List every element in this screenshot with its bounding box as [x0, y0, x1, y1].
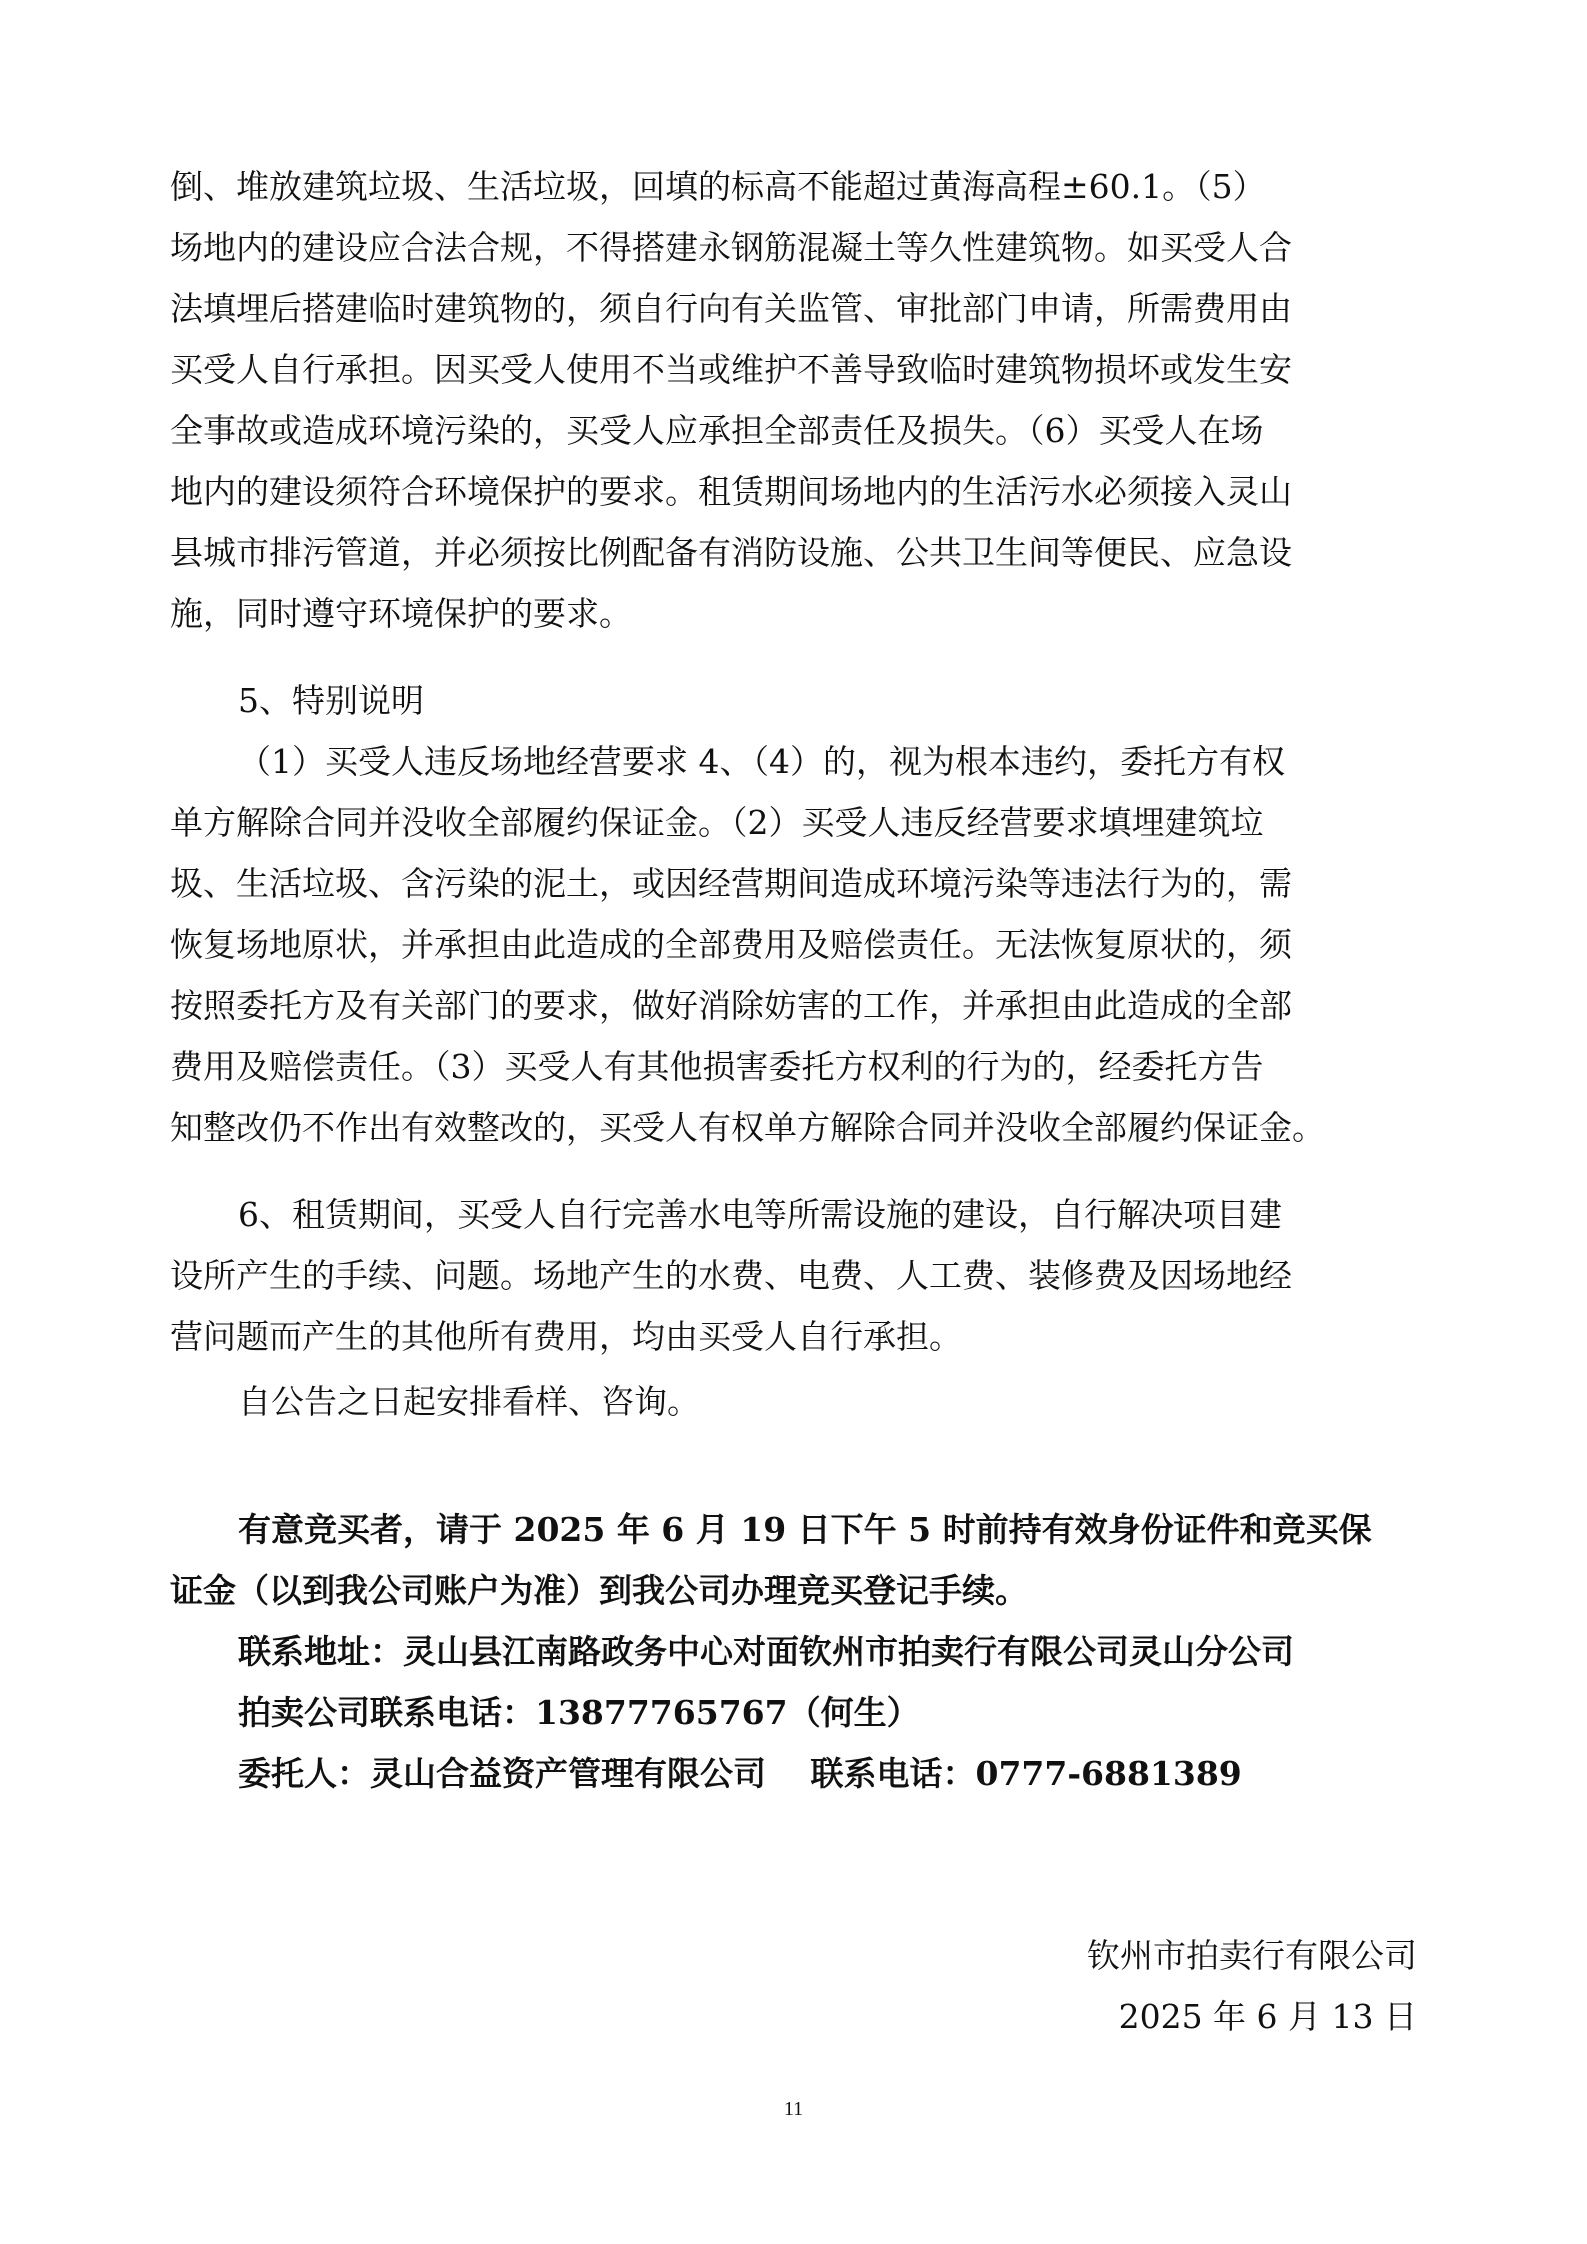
signature-date: 2025 年 6 月 13 日	[1118, 1997, 1417, 2036]
section6-line: 6、租赁期间，买受人自行完善水电等所需设施的建设，自行解决项目建	[238, 1195, 1282, 1234]
registration-line: 有意竞买者，请于 2025 年 6 月 19 日下午 5 时前持有效身份证件和竞买保	[238, 1510, 1372, 1549]
section5-line: （1）买受人违反场地经营要求 4、（4）的，视为根本违约，委托方有权	[238, 742, 1285, 781]
contact-address: 联系地址：灵山县江南路政务中心对面钦州市拍卖行有限公司灵山分公司	[238, 1632, 1294, 1671]
body-line: 施，同时遵守环境保护的要求。	[170, 594, 632, 633]
body-line: 倒、堆放建筑垃圾、生活垃圾，回填的标高不能超过黄海高程±60.1。（5）	[170, 167, 1266, 206]
section5-line: 圾、生活垃圾、含污染的泥土，或因经营期间造成环境污染等违法行为的，需	[170, 864, 1292, 903]
section5-line: 单方解除合同并没收全部履约保证金。（2）买受人违反经营要求填埋建筑垃	[170, 803, 1264, 842]
section5-line: 恢复场地原状，并承担由此造成的全部费用及赔偿责任。无法恢复原状的，须	[170, 925, 1292, 964]
contact-phone: 拍卖公司联系电话：13877765767（何生）	[238, 1693, 920, 1732]
section5-line: 按照委托方及有关部门的要求，做好消除妨害的工作，并承担由此造成的全部	[170, 986, 1292, 1025]
body-line: 县城市排污管道，并必须按比例配备有消防设施、公共卫生间等便民、应急设	[170, 533, 1292, 572]
body-line: 法填埋后搭建临时建筑物的，须自行向有关监管、审批部门申请，所需费用由	[170, 289, 1292, 328]
body-line: 场地内的建设应合法合规，不得搭建永钢筋混凝土等久性建筑物。如买受人合	[170, 228, 1292, 267]
signature-company: 钦州市拍卖行有限公司	[1087, 1936, 1417, 1975]
body-line: 全事故或造成环境污染的，买受人应承担全部责任及损失。（6）买受人在场	[170, 411, 1264, 450]
client-info: 委托人：灵山合益资产管理有限公司 联系电话：0777-6881389	[238, 1754, 1242, 1793]
section5-line: 费用及赔偿责任。（3）买受人有其他损害委托方权利的行为的，经委托方告	[170, 1047, 1264, 1086]
section5-line: 知整改仍不作出有效整改的，买受人有权单方解除合同并没收全部履约保证金。	[170, 1108, 1325, 1147]
section-heading: 5、特别说明	[238, 681, 424, 720]
body-line: 买受人自行承担。因买受人使用不当或维护不善导致临时建筑物损坏或发生安	[170, 350, 1292, 389]
page-number: 11	[783, 2098, 804, 2120]
section6-line: 设所产生的手续、问题。场地产生的水费、电费、人工费、装修费及因场地经	[170, 1256, 1292, 1295]
viewing-note: 自公告之日起安排看样、咨询。	[238, 1382, 700, 1421]
body-line: 地内的建设须符合环境保护的要求。租赁期间场地内的生活污水必须接入灵山	[170, 472, 1292, 511]
registration-line: 证金（以到我公司账户为准）到我公司办理竞买登记手续。	[170, 1571, 1028, 1610]
section6-line: 营问题而产生的其他所有费用，均由买受人自行承担。	[170, 1317, 962, 1356]
